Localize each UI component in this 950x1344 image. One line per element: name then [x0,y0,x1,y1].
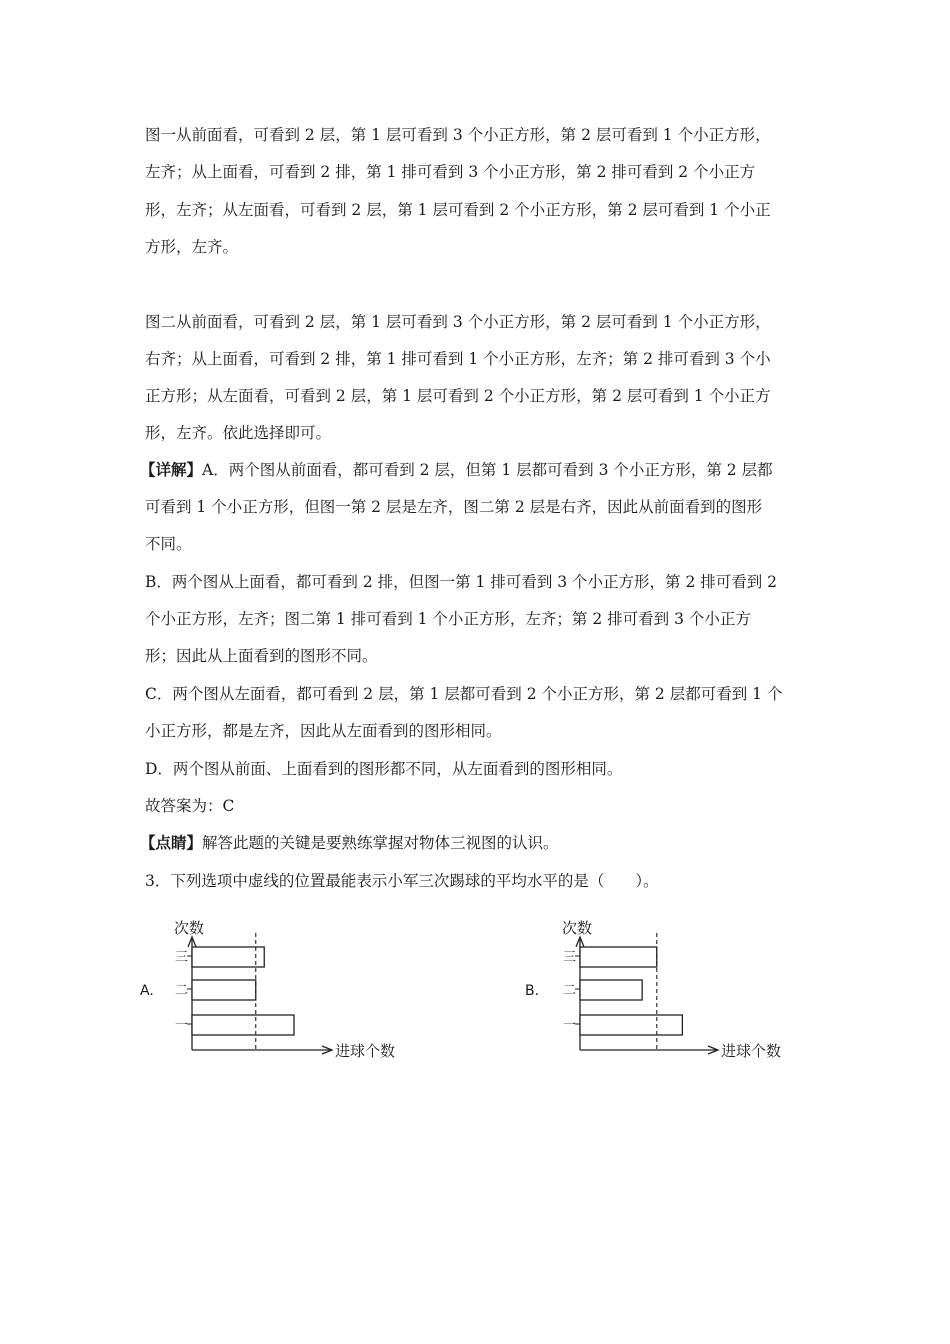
b-line-3: 形；因此从上面看到的图形不同。 [145,647,378,665]
option-label: B. [525,983,540,999]
x-axis-label: 进球个数 [721,1042,782,1060]
answer-line: 故答案为：C [145,797,235,815]
y-axis-label: 次数 [562,919,593,937]
fig1-line-3: 形，左齐；从左面看，可看到 2 层，第 1 层可看到 2 个小正方形，第 2 层可看到 1 个小正 [145,201,771,219]
category-label: 三 [175,950,189,965]
point-tag: 【点睛】 [140,833,203,852]
point-text: 解答此题的关键是要熟练掌握对物体三视图的认识。 [202,834,559,852]
b-line-2: 个小正方形，左齐；图二第 1 排可看到 1 个小正方形，左齐；第 2 排可看到 3 个小正方 [145,610,751,628]
fig2-line-2: 右齐；从上面看，可看到 2 排，第 1 排可看到 1 个小正方形，左齐；第 2 排可看到 3 个小 [145,350,771,368]
fig2-line-1: 图二从前面看，可看到 2 层，第 1 层可看到 3 个小正方形，第 2 层可看到 1 个小正方形， [145,313,771,331]
category-label: 三 [563,950,577,965]
question-3: 3．下列选项中虚线的位置最能表示小军三次踢球的平均水平的是（ ）。 [145,872,659,890]
c-line-1: C．两个图从左面看，都可看到 2 层，第 1 层都可看到 2 个小正方形，第 2 层都可看到 1 个 [145,685,783,703]
bar [580,980,642,1000]
category-label: 一 [563,1018,577,1033]
bar [580,947,657,967]
bar [192,980,256,1000]
detail-line-1 [140,460,773,480]
d-line: D．两个图从前面、上面看到的图形都不同，从左面看到的图形相同。 [145,760,623,778]
c-line-2: 小正方形，都是左齐，因此从左面看到的图形相同。 [145,722,502,740]
fig2-line-4: 形，左齐。依此选择即可。 [145,424,332,442]
b-line-1: B．两个图从上面看，都可看到 2 排，但图一第 1 排可看到 3 个小正方形，第 2 排可看到 2 [145,573,778,591]
y-axis-label: 次数 [174,919,205,937]
point-line [140,833,559,853]
bar [192,947,264,967]
category-label: 一 [175,1018,189,1033]
x-axis-label: 进球个数 [335,1042,396,1060]
fig2-line-3: 正方形；从左面看，可看到 2 层，第 1 层可看到 2 个小正方形，第 2 层可看到 1 个小正方 [145,387,771,405]
bar [580,1015,682,1035]
bar [192,1015,294,1035]
fig1-line-1: 图一从前面看，可看到 2 层，第 1 层可看到 3 个小正方形，第 2 层可看到 1 个小正方形， [145,126,771,144]
fig1-line-2: 左齐；从上面看，可看到 2 排，第 1 排可看到 3 个小正方形，第 2 排可看到 2 个小正方 [145,163,756,181]
detail-line-2: 可看到 1 个小正方形，但图一第 2 层是左齐，图二第 2 层是右齐，因此从前面看到的图形 [145,498,763,516]
category-label: 二 [563,983,577,998]
chart-option-a [140,905,420,1065]
category-label: 二 [175,983,189,998]
detail-text-1: A．两个图从前面看，都可看到 2 层，但第 1 层都可看到 3 个小正方形，第 2 层都 [202,461,773,479]
detail-line-3: 不同。 [145,535,192,553]
fig1-line-4: 方形，左齐。 [145,238,239,256]
option-label: A. [140,983,154,999]
detail-tag: 【详解】 [140,460,203,479]
chart-option-b [525,905,805,1065]
